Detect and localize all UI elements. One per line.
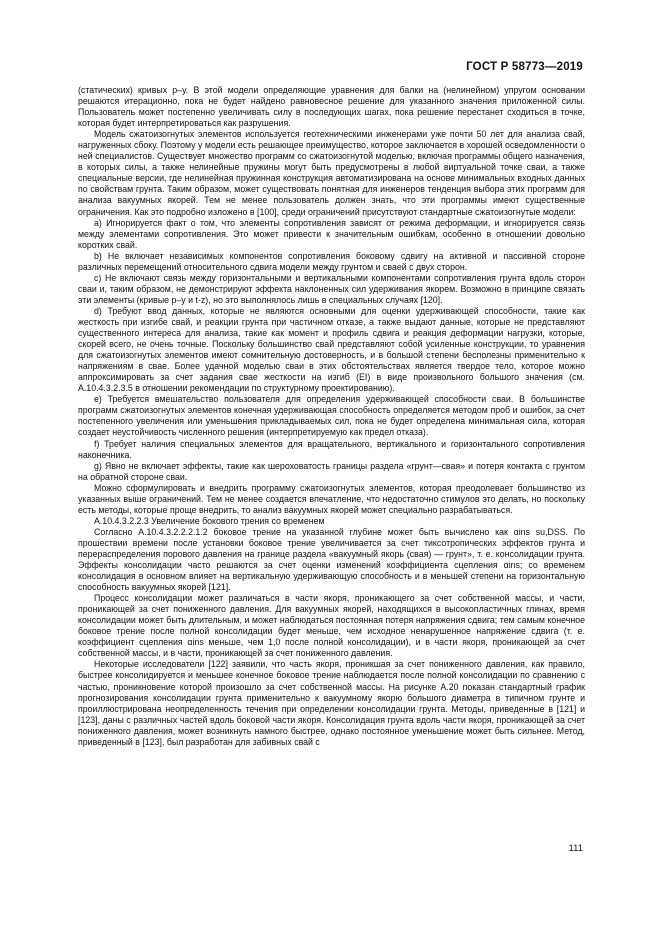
- paragraph-conclusion: Можно сформулировать и внедрить программу сжатоизогнутых элементов, которая преодолевает большинство из указанных выше ограничений. Тем не менее создается впечатление, что недостаточно стимулов это делать, но поскольку есть методы, которые проще внедрить, то анализ вакуумных якорей может специально разрабатываться.: [78, 482, 585, 515]
- body-text: [78, 85, 585, 748]
- list-item-d: d) Требуют ввод данных, которые не являются основными для оценки удерживающей способности, такие как жесткость при изгибе свай, и реакции грунта при частичном отказе, а также выдают данные, которые не представляют существенного интереса для анализа, такие как момент и профиль сдвига и реакция деформации нагрузки, которые, скорей всего, не очень точные. Поскольку большинство свай представляют собой усиленные конструкции, то уравнения для сжатоизогнутых элементов имеют сомнительную достоверность, и в большой степени бесполезны применительно к напряжениям в свае. Более удачной моделью сваи в этих обстоятельствах является твердое тело, которое можно аппроксимировать за счет задания свае жесткости на изгиб (EI) в виде произвольного большого значения (см. А.10.4.3.2.3.5 в отношении рекомендации по структурному проектированию).: [78, 305, 585, 394]
- list-item-a: a) Игнорируется факт о том, что элементы сопротивления зависят от режима деформации, и игнорируется связь между элементами сопротивления. Это может привести к значительным ошибкам, особенно в отношении довольно коротких свай.: [78, 217, 585, 250]
- list-item-e: e) Требуется вмешательство пользователя для определения удерживающей способности сваи. В большинстве программ сжатоизогнутых элементов конечная удерживающая способность определяется методом проб и ошибок, за счет постепенного увеличения или уменьшения прикладываемых сил, пока не будет определена минимальная сила, которая создает неустойчивость численного решения (интерпретируемую как предел отказа).: [78, 394, 585, 438]
- paragraph-side-friction: Согласно А.10.4.3.2.2.2.1.2 боковое трение на указанной глубине может быть вычислено как αins su,DSS. По прошествии времени после установки боковое трение увеличивается за счет тиксотропических эффектов грунта и перераспределения порового давления на границе раздела «вакуумный якорь (свая) — грунт», т. е. консолидации грунта. Эффекты консолидации часто решаются за счет оценки изменений коэффициента сцепления αins; со временем консолидация в основном влияет на вертикальную удерживающую способность и в меньшей степени на горизонтальную способность вакуумных якорей [121].: [78, 526, 585, 593]
- page-number: 111: [568, 843, 583, 854]
- paragraph-consolidation-process: Процесс консолидации может различаться в части якоря, проникающего за счет собственной массы, и части, проникающей за счет пониженного давления. Для вакуумных якорей, находящихся в высокопластичных глинах, время консолидации может быть длительным, и может наблюдаться постоянная потеря напряжения сдвига; тем самым конечное боковое трение после полной консолидации будет меньше, чем исходное ненарушенное напряжение сдвига (т. е. коэффициент сцепления αins меньше, чем 1,0 после полной консолидации), и в части якоря, проникающей за счет собственной массы, и в части, проникающей за счет пониженного давления.: [78, 593, 585, 659]
- paragraph-beam-column-model: Модель сжатоизогнутых элементов используется геотехническими инженерами уже почти 50 лет для анализа свай, нагруженных сбоку. Поэтому у модели есть решающее преимущество, которое заключается в хорошей осведомленности о ней специалистов. Существует множество программ со сжатоизогнутой моделью, включая программы общего назначения, в которых силы, а также нелинейные пружины могут быть предусмотрены в любой виртуальной точке сваи, а также специальные версии, где нелинейная пружинная конструкция автоматизирована на основе минимальных входных данных по свойствам грунта. Таким образом, может существовать понятная для инженеров тенденция выбора этих программ для анализа вакуумных якорей. Тем не менее пользователь должен знать, что эти программы имеют существенные ограничения. Как это подробно изложено в [100], среди ограничений присутствуют стандартные сжатоизогнутые модели:: [78, 129, 585, 217]
- list-item-b: b) Не включает независимых компонентов сопротивления боковому сдвигу на активной и пассивной стороне различных перемещений относительного сдвига модели между грунтом и сваей с двух сторон.: [78, 250, 585, 272]
- paragraph-intro-continuation: (статических) кривых p–y. В этой модели определяющие уравнения для балки на (нелинейном) упругом основании решаются итерационно, пока не будет найдено равновесное решение для указанного значения приложенной силы. Пользователь может постепенно увеличивать силу в последующих шагах, пока решение перестанет сходиться в точке, которая будет интерпретироваться как разрушения.: [78, 85, 585, 129]
- section-heading: А.10.4.3.2.2.3 Увеличение бокового трения со временем: [94, 515, 325, 526]
- paragraph-researchers: Некоторые исследователи [122] заявили, что часть якоря, проникшая за счет пониженного давления, как правило, быстрее консолидируется и меньшее конечное боковое трение наблюдается после полной консолидации по сравнению с частью, проникновение которой произошло за счет собственной массы. На рисунке А.20 показан стандартный график прогнозирования консолидации грунта применительно к вакуумному якорю большого диаметра в типичном грунте и проиллюстрирована неопределенность течения при определении консолидации грунта. Методы, приведенные в [121] и [123], даны с различных частей вдоль боковой части якоря. Консолидация грунта вдоль части якоря, проникающей за счет пониженного давления, может возникнуть намного быстрее, однако постоянное уменьшение может быть сильнее. Метод, приведенный в [123], был разработан для забивных свай с: [78, 659, 585, 747]
- list-item-f: f) Требует наличия специальных элементов для вращательного, вертикального и горизонтального сопротивления наконечника.: [78, 438, 585, 460]
- list-item-g: g) Явно не включает эффекты, такие как шероховатость границы раздела «грунт—свая» и потеря контакта с грунтом на обратной стороне сваи.: [78, 460, 585, 482]
- list-item-c: c) Не включают связь между горизонтальными и вертикальными компонентами сопротивления грунта вдоль сторон сваи и, таким образом, не демонстрируют эффекта наклоненных сил удерживания якорем. Возможно в принципе связать эти элементы (кривые p–y и t-z), но это выполнялось лишь в специальных случаях [120].: [78, 272, 585, 305]
- standard-header: ГОСТ Р 58773—2019: [466, 61, 583, 73]
